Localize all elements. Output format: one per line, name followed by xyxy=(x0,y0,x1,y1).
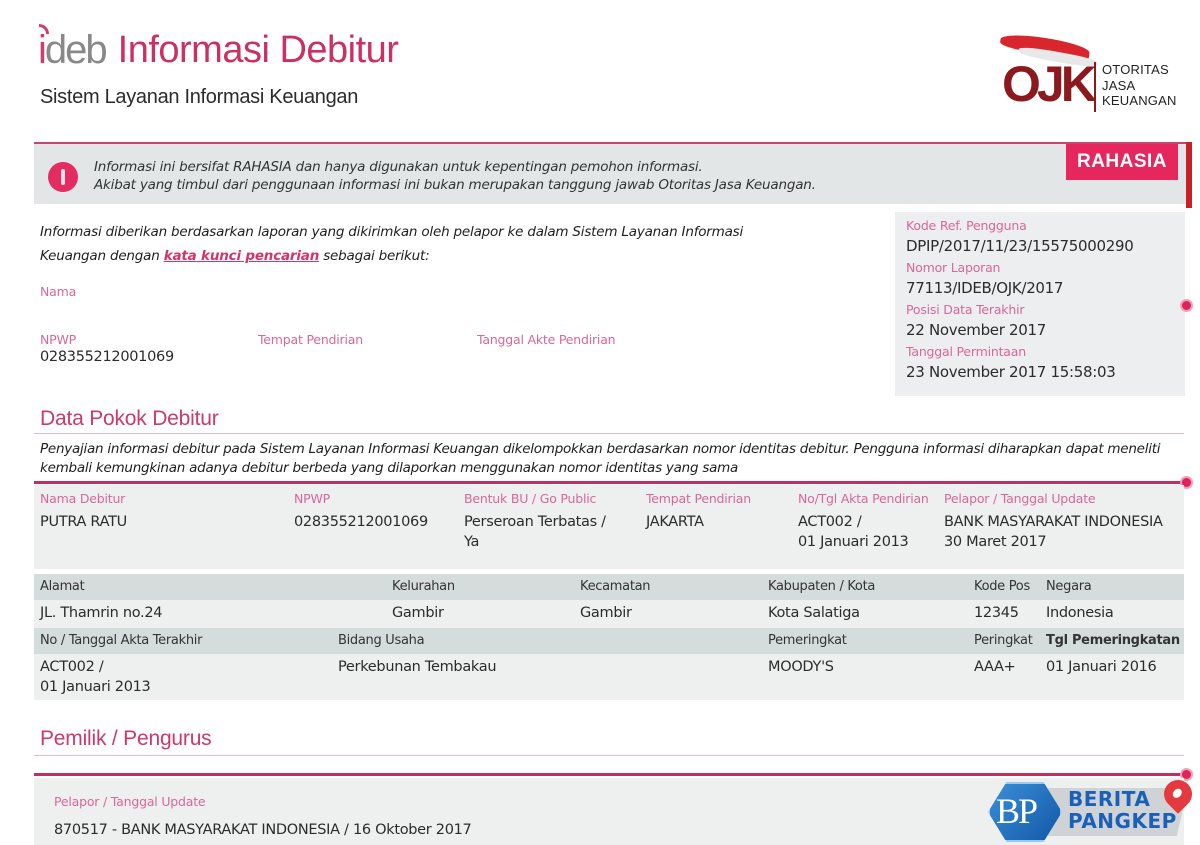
kode-ref-label: Kode Ref. Pengguna xyxy=(906,218,1027,233)
watermark-text xyxy=(1068,788,1177,832)
rating-header-row xyxy=(34,628,1184,654)
cell-value: 12345 xyxy=(974,605,1019,621)
field-label: Nama xyxy=(40,284,77,299)
ideb-logo-text: deb xyxy=(44,28,106,72)
debtor-main-row xyxy=(34,485,1184,569)
ojk-line-2: JASA xyxy=(1102,77,1136,93)
page-header xyxy=(0,0,1200,142)
cell-value: Kota Salatiga xyxy=(768,605,860,621)
watermark-initials: BP xyxy=(996,791,1037,831)
cell-bentuk-bu xyxy=(464,490,606,552)
watermark-line-2: PANGKEP xyxy=(1068,809,1177,833)
cell-value-2: 01 Januari 2013 xyxy=(40,679,151,695)
signal-icon xyxy=(39,24,49,34)
cell-value: 01 Januari 2016 xyxy=(1046,659,1157,675)
watermark-line-1: BERITA xyxy=(1068,787,1151,811)
cell-nama-debitur xyxy=(40,490,127,532)
ojk-logo xyxy=(998,36,1193,116)
column-header: Bidang Usaha xyxy=(338,633,425,648)
cell-value: Gambir xyxy=(392,605,444,621)
confidential-badge: RAHASIA xyxy=(1066,144,1178,180)
timeline-dot-icon xyxy=(1180,299,1193,312)
intro-text-end: sebagai berikut: xyxy=(319,248,430,264)
ojk-logo-text xyxy=(1102,62,1177,109)
cell-tempat-pendirian xyxy=(646,490,751,532)
cell-label: Nama Debitur xyxy=(40,491,126,506)
ojk-logo-letters: OJK xyxy=(1002,56,1093,112)
column-header: Alamat xyxy=(40,579,85,594)
cell-value: Perseroan Terbatas / xyxy=(464,514,606,530)
owner-pelapor-value: 870517 - BANK MASYARAKAT INDONESIA / 16 Oktober 2017 xyxy=(54,822,472,838)
search-field-tanggal-akte xyxy=(477,332,615,347)
cell-pelapor xyxy=(944,490,1163,552)
cell-value: JAKARTA xyxy=(646,514,704,530)
cell-label: NPWP xyxy=(294,491,330,506)
column-header: No / Tanggal Akta Terakhir xyxy=(40,633,203,648)
reference-panel xyxy=(895,212,1185,396)
search-field-npwp xyxy=(40,332,174,367)
cell-value-2: 30 Maret 2017 xyxy=(944,534,1047,550)
cell-value: AAA+ xyxy=(974,659,1016,675)
logo-divider xyxy=(1094,62,1096,112)
berita-pangkep-watermark xyxy=(988,780,1198,844)
cell-value: MOODY'S xyxy=(768,659,834,675)
kode-ref-value: DPIP/2017/11/23/15575000290 xyxy=(906,237,1134,255)
nomor-laporan-value: 77113/IDEB/OJK/2017 xyxy=(906,279,1064,297)
cell-value: Perkebunan Tembakau xyxy=(338,659,497,675)
column-header: Kabupaten / Kota xyxy=(768,579,876,594)
ideb-logo: ideb xyxy=(38,28,106,72)
rating-row xyxy=(34,654,1184,700)
cell-value: 028355212001069 xyxy=(294,514,428,530)
cell-value: PUTRA RATU xyxy=(40,514,127,530)
posisi-data-label: Posisi Data Terakhir xyxy=(906,302,1025,317)
section-title-data-pokok: Data Pokok Debitur xyxy=(40,407,219,430)
search-keyword-link[interactable]: kata kunci pencarian xyxy=(163,248,320,264)
cell-value: Gambir xyxy=(580,605,632,621)
cell-value: JL. Thamrin no.24 xyxy=(40,605,163,621)
notice-text xyxy=(94,158,816,194)
page-subtitle: Sistem Layanan Informasi Keuangan xyxy=(40,86,359,108)
cell-value-2: 01 Januari 2013 xyxy=(798,534,909,550)
cell-label: Tempat Pendirian xyxy=(646,491,751,506)
owner-pelapor-label: Pelapor / Tanggal Update xyxy=(54,794,206,809)
column-header: Kecamatan xyxy=(580,579,651,594)
badge-edge xyxy=(1186,142,1192,208)
notice-line-2: Akibat yang timbul dari penggunaan informasi ini bukan merupakan tanggung jawab Otoritas Jasa Keuangan. xyxy=(94,177,816,193)
info-icon xyxy=(48,162,78,192)
cell-label: Pelapor / Tanggal Update xyxy=(944,491,1096,506)
section-description: Penyajian informasi debitur pada Sistem Layanan Informasi Keuangan dikelompokkan berdasarkan nomor identitas debitur. Pengguna informasi diharapkan dapat meneliti kembali kemungkinan adanya debitur berbeda yang dilaporkan menggunakan nomor identitas yang sama xyxy=(40,441,1161,476)
nomor-laporan-label: Nomor Laporan xyxy=(906,260,1001,275)
address-header-row xyxy=(34,574,1184,600)
ojk-line-1: OTORITAS xyxy=(1102,62,1169,77)
column-header: Pemeringkat xyxy=(768,633,847,648)
search-field-tempat-pendirian xyxy=(258,332,363,347)
field-label: NPWP xyxy=(40,332,76,347)
cell-npwp xyxy=(294,490,428,532)
section-divider-thick xyxy=(34,481,1184,484)
tanggal-permintaan-label: Tanggal Permintaan xyxy=(906,344,1026,359)
section-title-pemilik: Pemilik / Pengurus xyxy=(40,727,212,750)
app-brand xyxy=(38,28,398,72)
column-header: Kode Pos xyxy=(974,579,1030,594)
cell-value-2: Ya xyxy=(464,534,480,550)
cell-label: No/Tgl Akta Pendirian xyxy=(798,491,929,506)
field-label: Tempat Pendirian xyxy=(258,332,363,347)
search-field-nama xyxy=(40,284,76,299)
address-row xyxy=(34,600,1184,628)
notice-line-1: Informasi ini bersifat RAHASIA dan hanya digunakan untuk kepentingan pemohon informasi. xyxy=(94,159,703,175)
cell-label: Bentuk BU / Go Public xyxy=(464,491,597,506)
column-header: Negara xyxy=(1046,579,1092,594)
cell-value: ACT002 / xyxy=(40,659,104,675)
section-divider-thick xyxy=(34,773,1184,776)
posisi-data-value: 22 November 2017 xyxy=(906,321,1047,339)
tanggal-permintaan-value: 23 November 2017 15:58:03 xyxy=(906,363,1116,381)
ojk-line-3: KEUANGAN xyxy=(1102,93,1177,108)
section-divider xyxy=(34,755,1184,756)
search-intro xyxy=(40,220,800,268)
column-header: Kelurahan xyxy=(392,579,455,594)
column-header: Tgl Pemeringkatan xyxy=(1046,633,1180,648)
cell-value: Indonesia xyxy=(1046,605,1114,621)
confidential-notice xyxy=(34,144,1190,204)
cell-value: BANK MASYARAKAT INDONESIA xyxy=(944,514,1163,530)
field-label: Tanggal Akte Pendirian xyxy=(477,332,616,347)
field-value: 028355212001069 xyxy=(40,349,174,365)
intro-text: Informasi diberikan berdasarkan laporan yang dikirimkan oleh pelapor ke dalam Sistem Layanan Informasi Keuangan dengan xyxy=(40,224,744,264)
cell-value: ACT002 / xyxy=(798,514,862,530)
page-title: Informasi Debitur xyxy=(117,29,399,71)
section-divider xyxy=(34,433,1184,434)
column-header: Peringkat xyxy=(974,633,1033,648)
cell-akta-pendirian xyxy=(798,490,929,552)
